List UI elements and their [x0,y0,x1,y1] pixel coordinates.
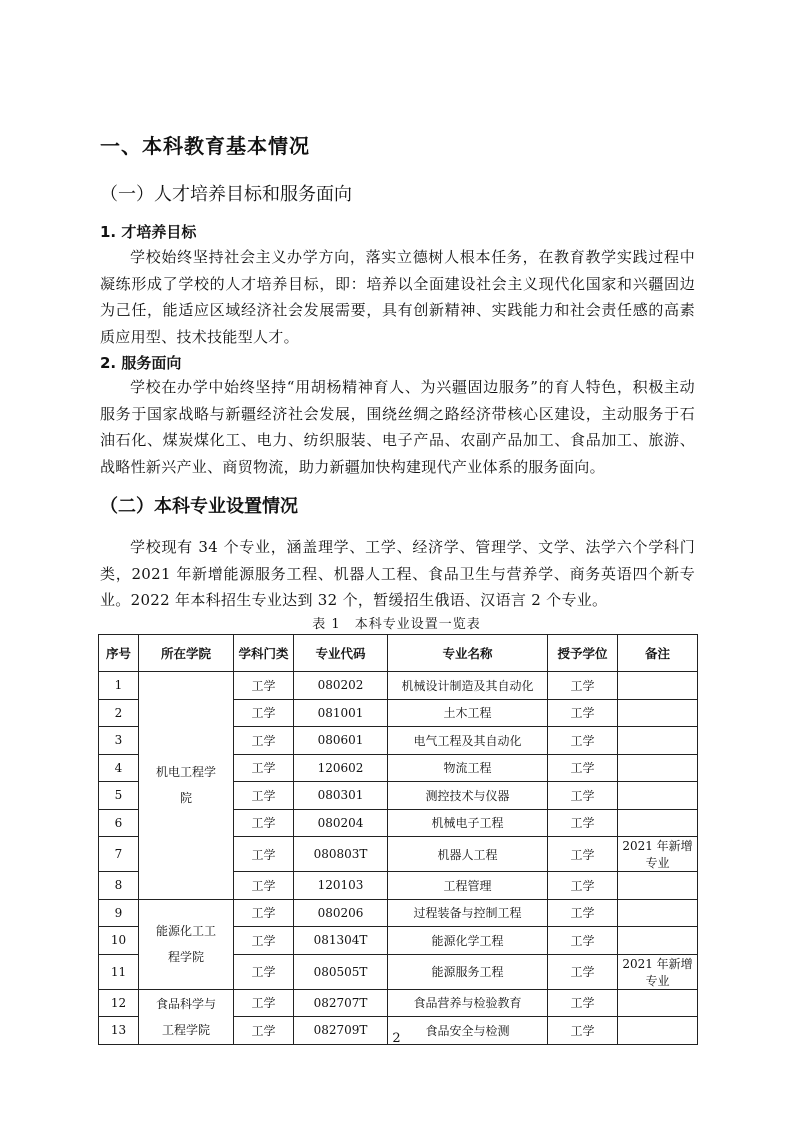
cell-no: 11 [99,954,139,989]
cell-degree: 工学 [548,782,618,810]
cell-major: 电气工程及其自动化 [388,727,548,755]
college-line: 机电工程学 [155,765,216,780]
subsection-title-majors: （二）本科专业设置情况 [100,496,298,517]
paragraph-talent-goal [100,244,695,350]
cell-note: 2021 年新增专业 [618,837,698,872]
cell-code: 080803T [294,837,388,872]
college-line: 食品科学与 [155,996,216,1011]
college-line: 能源化工工 [155,924,216,938]
cell-degree: 工学 [548,699,618,727]
cell-no: 6 [99,809,139,837]
page-number: 2 [392,1031,401,1046]
cell-major: 食品安全与检测 [388,1017,548,1045]
cell-major: 能源服务工程 [388,954,548,989]
cell-category: 工学 [234,899,294,927]
item-title-talent-goal: 1. 才培养目标 [100,223,197,241]
header-college: 所在学院 [139,635,234,672]
cell-major: 物流工程 [388,754,548,782]
cell-code: 080301 [294,782,388,810]
cell-note: 2021 年新增专业 [618,954,698,989]
cell-code: 080206 [294,899,388,927]
cell-college [139,899,234,989]
cell-category: 工学 [234,699,294,727]
cell-degree: 工学 [548,927,618,955]
cell-major: 过程装备与控制工程 [388,899,548,927]
cell-note [618,927,698,955]
cell-code: 080505T [294,954,388,989]
cell-no: 5 [99,782,139,810]
cell-no: 12 [99,989,139,1017]
cell-degree: 工学 [548,899,618,927]
paragraph-text: 学校现有 34 个专业，涵盖理学、工学、经济学、管理学、文学、法学六个学科门类，2021 年新增能源服务工程、机器人工程、食品卫生与营养学、商务英语四个新专业。2022 年本科招生专业达到 32 个，暂缓招生俄语、汉语言 2 个专业。 [100,538,695,609]
table-caption: 表 1 本科专业设置一览表 [312,617,481,632]
cell-category: 工学 [234,927,294,955]
cell-category: 工学 [234,1017,294,1045]
cell-major: 机械设计制造及其自动化 [388,672,548,700]
cell-note [618,899,698,927]
cell-code: 080202 [294,672,388,700]
cell-degree: 工学 [548,672,618,700]
cell-code: 080601 [294,727,388,755]
paragraph-text: 学校在办学中始终坚持“用胡杨精神育人、为兴疆固边服务”的育人特色，积极主动服务于国家战略与新疆经济社会发展，围绕丝绸之路经济带核心区建设，主动服务于石油石化、煤炭煤化工、电力、纺织服装、电子产品、农副产品加工、食品加工、旅游、战略性新兴产业、商贸物流，助力新疆加快构建现代产业体系的服务面向。 [100,378,695,476]
cell-major: 工程管理 [388,872,548,900]
cell-degree: 工学 [548,989,618,1017]
cell-major: 能源化学工程 [388,927,548,955]
majors-table [98,634,698,1045]
cell-major: 测控技术与仪器 [388,782,548,810]
cell-note [618,672,698,700]
header-code: 专业代码 [294,635,388,672]
cell-major: 食品营养与检验教育 [388,989,548,1017]
cell-code: 080204 [294,809,388,837]
cell-note [618,809,698,837]
cell-no: 3 [99,727,139,755]
header-major: 专业名称 [388,635,548,672]
cell-code: 081304T [294,927,388,955]
cell-no: 2 [99,699,139,727]
cell-note [618,754,698,782]
cell-category: 工学 [234,754,294,782]
paragraph-majors [100,534,695,614]
cell-note [618,989,698,1017]
cell-category: 工学 [234,727,294,755]
cell-no: 8 [99,872,139,900]
table-row [99,899,698,927]
cell-category: 工学 [234,837,294,872]
table-row [99,989,698,1017]
cell-category: 工学 [234,954,294,989]
cell-degree: 工学 [548,727,618,755]
cell-degree: 工学 [548,809,618,837]
cell-major: 土木工程 [388,699,548,727]
paragraph-text: 学校始终坚持社会主义办学方向，落实立德树人根本任务，在教育教学实践过程中凝练形成了学校的人才培养目标，即：培养以全面建设社会主义现代化国家和兴疆固边为己任，能适应区域经济社会发展需要，具有创新精神、实践能力和社会责任感的高素质应用型、技术技能型人才。 [100,248,695,346]
cell-note [618,699,698,727]
cell-code: 120103 [294,872,388,900]
table-header-row [99,635,698,672]
cell-major: 机器人工程 [388,837,548,872]
paragraph-service [100,374,695,480]
cell-no: 7 [99,837,139,872]
cell-note [618,727,698,755]
cell-no: 1 [99,672,139,700]
header-category: 学科门类 [234,635,294,672]
cell-code: 120602 [294,754,388,782]
cell-college [139,672,234,900]
college-line: 程学院 [167,950,204,964]
cell-code: 081001 [294,699,388,727]
cell-code: 082709T [294,1017,388,1045]
college-line: 工程学院 [161,1022,210,1037]
cell-no: 4 [99,754,139,782]
subsection-title-talent-goals: （一）人才培养目标和服务面向 [100,184,352,205]
cell-no: 10 [99,927,139,955]
cell-note [618,872,698,900]
cell-degree: 工学 [548,1017,618,1045]
cell-category: 工学 [234,782,294,810]
cell-degree: 工学 [548,872,618,900]
section-title: 一、本科教育基本情况 [100,134,310,158]
cell-category: 工学 [234,872,294,900]
header-degree: 授予学位 [548,635,618,672]
cell-category: 工学 [234,672,294,700]
cell-note [618,782,698,810]
cell-degree: 工学 [548,837,618,872]
header-note: 备注 [618,635,698,672]
cell-no: 9 [99,899,139,927]
cell-degree: 工学 [548,754,618,782]
cell-code: 082707T [294,989,388,1017]
table-row [99,672,698,700]
item-title-service: 2. 服务面向 [100,354,182,372]
cell-major: 机械电子工程 [388,809,548,837]
cell-category: 工学 [234,809,294,837]
cell-category: 工学 [234,989,294,1017]
college-line: 院 [179,791,192,806]
cell-no: 13 [99,1017,139,1045]
cell-degree: 工学 [548,954,618,989]
header-no: 序号 [99,635,139,672]
